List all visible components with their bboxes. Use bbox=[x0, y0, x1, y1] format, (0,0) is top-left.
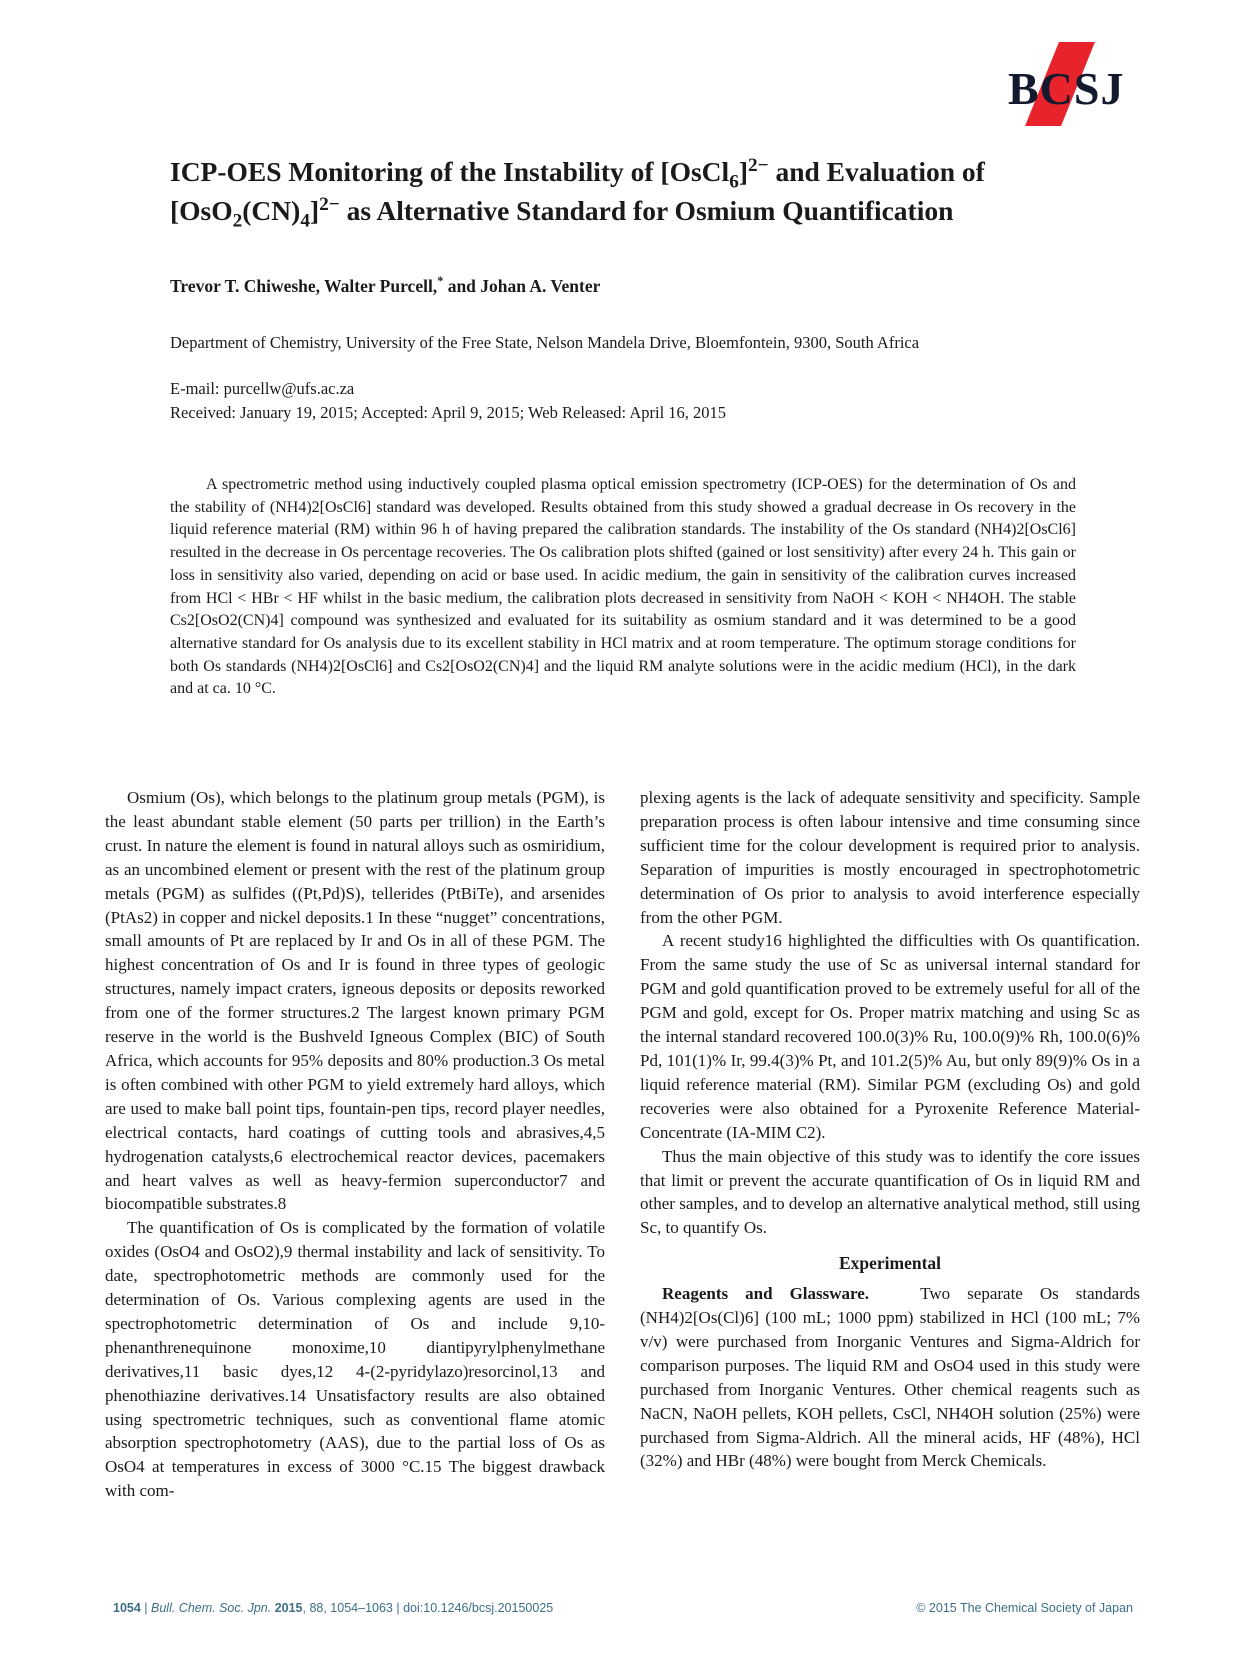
paragraph-recent-study: A recent study16 highlighted the difficulties with Os quantification. From the same study the use of Sc as universal internal standard for PGM and gold quantification proved to be extremely useful for all of the PGM and gold, except for Os. Proper matrix matching and using Sc as the internal standard recovered 100.0(3)% Ru, 100.0(9)% Rh, 100.0(6)% Pd, 101(1)% Ir, 99.4(3)% Pt, and 101.2(5)% Au, but only 89(9)% Os in a liquid reference material (RM). Similar PGM (excluding Os) and gold recoveries were also obtained for a Pyroxenite Reference Material-Concentrate (IA-MIM C2). bbox=[640, 931, 1140, 1142]
paragraph-objective: Thus the main objective of this study was to identify the core issues that limit or prevent the accurate quantification of Os in liquid RM and other samples, and to develop an alternative analytical method, still using Sc, to quantify Os. bbox=[640, 1146, 1140, 1238]
logo-text: BCSJ bbox=[1008, 63, 1125, 114]
corresponding-author-mark: * bbox=[437, 274, 444, 289]
journal-logo bbox=[1008, 42, 1138, 126]
body-column-left bbox=[105, 786, 605, 1503]
paragraph-quantification: The quantification of Os is complicated by the formation of volatile oxides (OsO4 and OsO2),9 thermal instability and lack of sensitivity. To date, spectrophotometric methods are commonly used for the determination of Os. Various complexing agents are used in the spectrophotometric determination of Os and include 9,10-phenanthrenequinone monoxime,10 diantipyrylphenylmethane derivatives,11 basic dyes,12 4-(2-pyridylazo)resorcinol,13 and phenothiazine derivatives.14 Unsatisfactory results are also obtained using spectrometric techniques, such as conventional flame atomic absorption spectrophotometry (AAS), due to the partial loss of Os as OsO4 at temperatures in excess of 3000 °C.15 The biggest drawback with com- bbox=[105, 1218, 605, 1501]
publication-dates: Received: January 19, 2015; Accepted: April 9, 2015; Web Released: April 16, 2015 bbox=[170, 403, 727, 422]
footer-copyright: © 2015 The Chemical Society of Japan bbox=[916, 1601, 1133, 1615]
body-column-right bbox=[640, 786, 1140, 1473]
paragraph-intro: Osmium (Os), which belongs to the platinum group metals (PGM), is the least abundant stable element (50 parts per trillion) in the Earth’s crust. In nature the element is found in natural alloys such as osmiridium, as an uncombined element or present with the rest of the platinum group metals (PGM) as sulfides ((Pt,Pd)S), tellerides (PtBiTe), and arsenides (PtAs2) in copper and nickel deposits.1 In these “nugget” concentrations, small amounts of Pt are replaced by Ir and Os in all of these PGM. The highest concentration of Os and Ir is found in three types of geologic structures, namely impact craters, igneous deposits or deposits reworked from one of the former structures.2 The largest known primary PGM reserve in the world is the Bushveld Igneous Complex (BIC) of South Africa, which accounts for 95% deposits and 80% production.3 Os metal is often combined with other PGM to yield extremely hard alloys, which are used to make ball point tips, fountain-pen tips, record player needles, electrical contacts, hard coatings of cutting tools and abrasives,4,5 hydrogenation catalysts,6 electrochemical reactor devices, pacemakers and heart valves as well as heavy-fermion superconductor7 and biocompatible substrates.8 bbox=[105, 788, 605, 1214]
footer-citation: 1054 | Bull. Chem. Soc. Jpn. 2015, 88, 1054–1063 | doi:10.1246/bcsj.20150025 bbox=[113, 1601, 554, 1615]
doi-link[interactable]: doi:10.1246/bcsj.20150025 bbox=[403, 1601, 554, 1615]
paragraph-continued: plexing agents is the lack of adequate sensitivity and specificity. Sample preparation process is often labour intensive and time consuming since sufficient time for the colour development is required prior to analysis. Separation of impurities is mostly encouraged in spectrophotometric determination of Os prior to analysis to avoid interference especially from the other PGM. bbox=[640, 788, 1140, 927]
run-in-heading: Reagents and Glassware. bbox=[662, 1284, 870, 1304]
page-number: 1054 bbox=[113, 1601, 141, 1615]
article-title: ICP-OES Monitoring of the Instability of [OsCl$_6$]$^{2-}$ and Evaluation of $[OsO_2(CN)_4]^{2-}$ as Alternative Standard for Osmium Quantification bbox=[170, 154, 985, 232]
paragraph-reagents: Reagents and Glassware. Two separate Os standards (NH4)2[Os(Cl)6] (100 mL; 1000 ppm) stabilized in HCl (100 mL; 7% v/v) were purchased from Inorganic Ventures and Sigma-Aldrich for comparison purposes. The liquid RM and OsO4 used in this study were purchased from Inorganic Ventures. Other chemical reagents such as NaCN, NaOH pellets, KOH pellets, CsCl, NH4OH solution (25%) were purchased from Sigma-Aldrich. All the mineral acids, HF (48%), HCl (32%) and HBr (48%) were bought from Merck Chemicals. bbox=[640, 1284, 1140, 1471]
contact-email[interactable]: E-mail: purcellw@ufs.ac.za bbox=[170, 379, 355, 398]
affiliation: Department of Chemistry, University of the Free State, Nelson Mandela Drive, Bloemfontein, 9300, South Africa bbox=[170, 333, 920, 352]
author-list: Trevor T. Chiweshe, Walter Purcell,* and Johan A. Venter bbox=[170, 274, 601, 296]
section-heading-experimental: Experimental bbox=[838, 1253, 942, 1274]
abstract: A spectrometric method using inductively coupled plasma optical emission spectrometry (ICP-OES) for the determination of Os and the stability of (NH4)2[OsCl6] standard was developed. Results obtained from this study showed a gradual decrease in Os recovery in the liquid reference material (RM) within 96 h of having prepared the calibration standards. The instability of the Os standard (NH4)2[OsCl6] resulted in the decrease in Os percentage recoveries. The Os calibration plots shifted (gained or lost sensitivity) after every 24 h. This gain or loss in sensitivity also varied, depending on acid or base used. In acidic medium, the gain in sensitivity of the calibration curves increased from HCl < HBr < HF whilst in the basic medium, the calibration plots decreased in sensitivity from NaOH < KOH < NH4OH. The stable Cs2[OsO2(CN)4] compound was synthesized and evaluated for its suitability as osmium standard and it was determined to be a good alternative standard for Os analysis due to its excellent stability in HCl matrix and at room temperature. The optimum storage conditions for both Os standards (NH4)2[OsCl6] and Cs2[OsO2(CN)4] and the liquid RM analyte solutions were in the acidic medium (HCl), in the dark and at ca. 10 °C. bbox=[170, 476, 1076, 698]
